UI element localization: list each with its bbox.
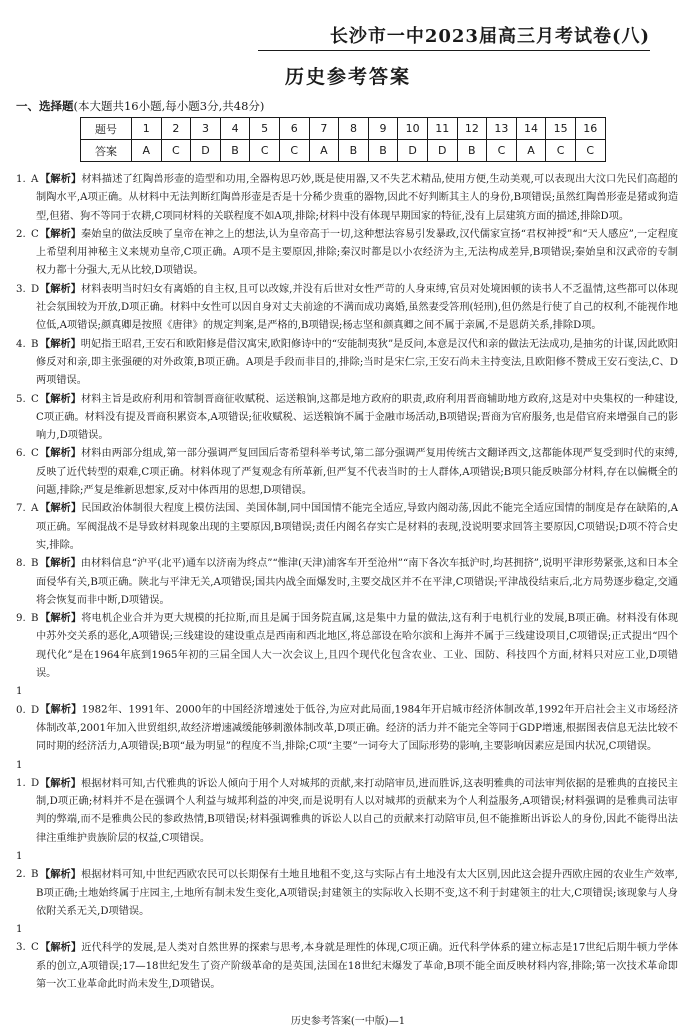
item-tag: 【解析】: [40, 942, 82, 954]
answer-key-table: [80, 117, 606, 162]
explanation-item: [16, 610, 678, 683]
question-number-row-label: 题号: [81, 118, 132, 140]
item-answer: B: [31, 338, 39, 350]
section-heading-note: (本大题共16小题,每小题3分,共48分): [73, 99, 265, 113]
item-answer: D: [31, 283, 40, 295]
explanation-item: [16, 281, 678, 336]
item-answer: A: [31, 503, 39, 515]
item-text: 根据材料可知,古代雅典的诉讼人倾向于用个人对城邦的贡献,来打动陪审员,进而胜诉,这表明雅典的司法审判依据的是雅典的直接民主制,D项正确;材料并不是在强调个人利益与城邦利益的冲突,而是说明有人以对城邦的贡献来为个人利益服务,A项错误;材料强调的是雅典司法审判的弊端,而不是雅典公民的参政热情,B项错误;材料强调雅典的诉讼人以自己的贡献来打动陪审员,但不能推断出诉讼人的身份,因此不能得出法律注重维护贵族阶层的权益,C项错误。: [36, 777, 678, 844]
item-answer: D: [31, 777, 40, 789]
item-number: 8.: [16, 558, 26, 570]
question-number-cell: 12: [457, 118, 487, 140]
item-number: 6.: [16, 448, 26, 460]
answer-cell: B: [457, 140, 487, 162]
item-number: 10.: [16, 686, 26, 716]
item-text: 材料由两部分组成,第一部分强调严复回国后寄希望科举考试,第二部分强调严复用传统古文翻译西文,这都能体现严复受到时代的束缚,反映了近代转型的艰难,C项正确。材料体现了严复观念有所革新,但严复不代表当时的士人群体,A项错误;B项只能反映部分材料,存在以偏概全的问题,排除;严复是维新思想家,反对中体西用的思想,D项错误。: [36, 448, 678, 497]
item-tag: 【解析】: [40, 503, 82, 515]
explanation-item: [16, 500, 678, 555]
item-answer: A: [31, 174, 39, 185]
page-footer: 历史参考答案(一中版)—1: [290, 1016, 406, 1027]
item-tag: 【解析】: [40, 338, 81, 350]
question-number-cell: 8: [339, 118, 369, 140]
item-text: 根据材料可知,中世纪西欧农民可以长期保有土地且地租不变,这与实际占有土地没有太大区别,因此这会提升西欧庄园的农业生产效率,B项正确;土地始终属于庄园主,土地所有制未发生变化,A项错误;封建领主的实际收入长期不变,这不利于封建领主的壮大,C项错误;该现象与人身依附关系无关,D项错误。: [36, 869, 678, 917]
question-number-cell: 1: [132, 118, 162, 140]
item-answer: C: [31, 228, 39, 240]
item-tag: 【解析】: [40, 558, 81, 570]
answer-cell: D: [398, 140, 428, 162]
item-number: 3.: [16, 283, 26, 295]
explanation-item: [16, 848, 678, 921]
item-answer: C: [31, 448, 39, 460]
answer-cell: D: [191, 140, 221, 162]
item-tag: 【解析】: [40, 869, 82, 881]
explanation-item: [16, 757, 678, 848]
item-number: 4.: [16, 338, 26, 350]
explanation-item: [16, 226, 678, 281]
explanation-item: [16, 921, 678, 994]
explanation-item: [16, 391, 678, 446]
explanation-list: [16, 171, 678, 994]
item-answer: C: [31, 393, 39, 405]
answer-row: [81, 140, 606, 162]
item-tag: 【解析】: [40, 613, 82, 625]
item-tag: 【解析】: [40, 174, 82, 185]
question-number-cell: 11: [427, 118, 457, 140]
answer-cell: C: [250, 140, 280, 162]
item-tag: 【解析】: [40, 448, 82, 460]
item-number: 7.: [16, 503, 26, 515]
question-number-cell: 5: [250, 118, 280, 140]
explanation-item: [16, 683, 678, 756]
item-tag: 【解析】: [40, 228, 81, 240]
item-text: 近代科学的发展,是人类对自然世界的探索与思考,本身就是理性的体现,C项正确。近代科学体系的建立标志是17世纪后期牛顿力学体系的创立,A项错误;17—18世纪发生了资产阶级革命的是英国,法国在18世纪末爆发了革命,B项不能全面反映材料内容,排除;第一次技术革命即第一次工业革命此时尚未发生,D项错误。: [36, 942, 679, 991]
answer-cell: C: [161, 140, 191, 162]
document-title: 历史参考答案: [284, 66, 411, 88]
item-text: 将电机企业合并为更大规模的托拉斯,而且是属于国务院直属,这是集中力量的做法,这有利于电机行业的发展,B项正确。材料没有体现中苏外交关系的恶化,A项错误;三线建设的建设重点是西南和西北地区,将总部设在哈尔滨和上海并不属于三线建设项目,C项错误;正式提出“四个现代化”是在1964年底到1965年初的三届全国人大一次会议上,且四个现代化包含农业、工业、国防、科技四个方面,材料只对应工业,D项错误。: [36, 613, 679, 680]
answer-cell: B: [339, 140, 369, 162]
explanation-item: [16, 445, 678, 500]
section-heading-label: 一、选择题: [16, 99, 74, 113]
answer-cell: C: [575, 140, 605, 162]
answer-cell: C: [546, 140, 576, 162]
item-tag: 【解析】: [40, 704, 82, 716]
question-number-row: [81, 118, 606, 140]
item-tag: 【解析】: [40, 283, 82, 295]
exam-header-title: 长沙市一中2023届高三月考试卷(八): [329, 26, 650, 47]
answer-cell: D: [427, 140, 457, 162]
explanation-item: [16, 555, 678, 610]
item-number: 13.: [16, 924, 26, 954]
item-tag: 【解析】: [40, 777, 82, 789]
answer-cell: B: [220, 140, 250, 162]
item-answer: C: [31, 942, 39, 954]
explanation-item: [16, 336, 678, 391]
item-answer: B: [31, 613, 39, 625]
answer-row-label: 答案: [81, 140, 132, 162]
item-text: 民国政治体制很大程度上模仿法国、美国体制,同中国国情不能完全适应,导致内阁动荡,因此不能完全适应国情的制度是存在缺陷的,A项正确。军阀混战不是导致材料现象出现的主要原因,B项错误;责任内阁名存实亡是材料的表现,没说明要求回答主要原因,C项错误;D项不符合史实,排除。: [36, 503, 679, 551]
question-number-cell: 3: [191, 118, 221, 140]
item-answer: D: [31, 704, 40, 716]
item-text: 秦始皇的做法反映了皇帝在神之上的想法,认为皇帝高于一切,这种想法容易引发暴政,汉代儒家宣扬“君权神授”和“天人感应”,一定程度上希望利用神秘主义来规劝皇帝,C项正确。A项不是主要原因,排除;秦汉时都是以小农经济为主,无法构成差异,B项错误;秦始皇和汉武帝的专制权力都十分强大,无从比较,D项错误。: [36, 228, 679, 277]
answer-cell: A: [309, 140, 339, 162]
question-number-cell: 15: [546, 118, 576, 140]
item-tag: 【解析】: [40, 393, 82, 405]
item-answer: B: [31, 558, 39, 570]
item-number: 12.: [16, 850, 26, 881]
explanation-item: [16, 171, 678, 226]
answer-cell: C: [487, 140, 517, 162]
item-text: 由材料信息“沪平(北平)通车以济南为终点”“惟津(天津)浦客车开至沧州”“南下各次车抵沪时,均甚拥挤”,说明平津形势紧张,这和日本全面侵华有关,B项正确。陕北与平津无关,A项错误;国共内战全面爆发时,主要交战区并不在平津,C项错误;平津战役结束后,北方局势逐步稳定,交通将会恢复而非中断,D项错误。: [36, 558, 679, 606]
answer-cell: B: [368, 140, 398, 162]
question-number-cell: 10: [398, 118, 428, 140]
question-number-cell: 9: [368, 118, 398, 140]
item-number: 2.: [16, 228, 26, 240]
question-number-cell: 2: [161, 118, 191, 140]
question-number-cell: 7: [309, 118, 339, 140]
answer-cell: C: [279, 140, 309, 162]
item-text: 材料表明当时妇女有离婚的自主权,且可以改嫁,并没有后世对女性严苛的人身束缚,官员对处境困顿的读书人不乏温情,这些都可以体现社会氛围较为开放,D项正确。材料中女性可以因自身对丈夫前途的不满而成功离婚,虽然妻受答刑(轻刑),但仍然是行使了自己的权利,不能视作地位低,A项错误;颜真卿是按照《唐律》的规定判案,是严格的,B项错误;杨志坚和颜真卿之间不属于亲属,不是恩荫关系,排除D项。: [36, 283, 678, 332]
item-text: 1982年、1991年、2000年的中国经济增速处于低谷,为应对此局面,1984年开启城市经济体制改革,1992年开启社会主义市场经济体制改革,2001年加入世贸组织,故经济增速减缓能够刺激体制改革,D项正确。经济的活力并不能完全等同于GDP增速,根据图表信息无法比较不同时期的经济活力,A项错误;B项“最为明显”的程度不当,排除;C项“主要”一词夸大了国际形势的影响,主要影响因素应是国内状况,C项错误。: [36, 704, 679, 753]
question-number-cell: 6: [279, 118, 309, 140]
item-text: 明妃指王昭君,王安石和欧阳修是借汉寓宋,欧阳修诗中的“安能制夷狄”是反问,本意是汉代和亲的做法无法成功,是抽劣的计谋,因此欧阳修反对和亲,即主张强硬的对外政策,B项正确。A项是手段而非目的,排除;当时是宋仁宗,王安石尚未主持变法,且欧阳修不赞成王安石变法,C、D两项错误。: [36, 338, 678, 387]
question-number-cell: 13: [487, 118, 517, 140]
answer-cell: A: [132, 140, 162, 162]
header-divider: [258, 50, 650, 51]
answer-cell: A: [516, 140, 546, 162]
item-answer: B: [31, 869, 39, 881]
section-heading: [16, 98, 264, 114]
question-number-cell: 4: [220, 118, 250, 140]
question-number-cell: 14: [516, 118, 546, 140]
item-number: 5.: [16, 393, 26, 405]
question-number-cell: 16: [575, 118, 605, 140]
item-number: 9.: [16, 613, 26, 625]
item-text: 材料描述了红陶兽形壶的造型和功用,全器构思巧妙,既是使用器,又不失艺术精品,使用方便,生动美观,可以表现出大汶口先民们高超的制陶水平,A项正确。从材料中无法判断红陶兽形壶是否是十分稀少贵重的器物,因此不好判断其主人的身份,B项错误;虽然红陶兽形壶是猪或狗造型,但猪、狗不等同于农耕,C项同材料的关联程度不如A项,排除;材料中没有体现早期国家的特征,没有上层建筑方面的描述,排除D项。: [36, 174, 678, 222]
item-text: 材料主旨是政府利用和管制晋商征收赋税、运送粮饷,这都是地方政府的职责,政府利用晋商辅助地方政府,这是对中央集权的一种建设,C项正确。材料没有提及晋商积累资本,A项错误;征收赋税、运送粮饷不属于金融市场活动,B项错误;晋商为官府服务,也是借官府来增强自己的影响力,D项错误。: [36, 393, 678, 442]
item-number: 1.: [16, 174, 26, 185]
item-number: 11.: [16, 759, 26, 789]
